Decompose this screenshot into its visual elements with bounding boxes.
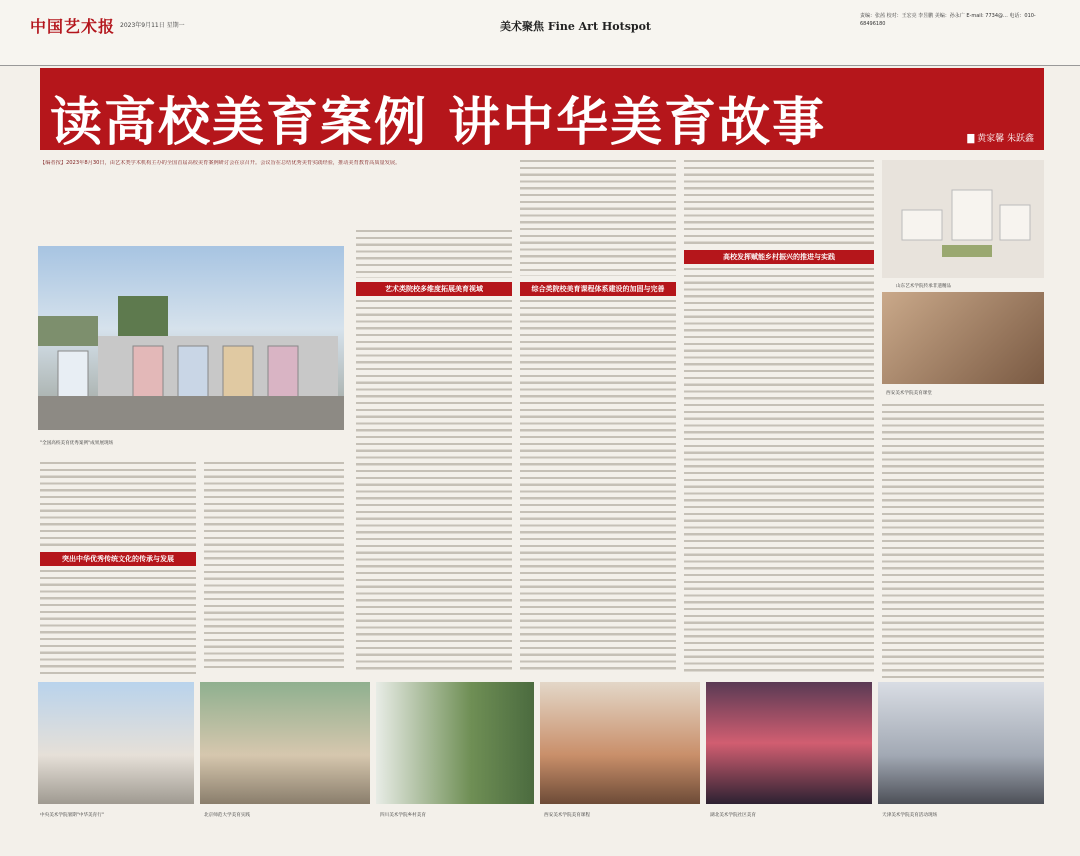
- caption-b1: 中央美术学院暑期"中华美育行": [40, 813, 104, 818]
- newspaper-logo: 中国艺术报: [30, 17, 116, 36]
- bottom-photo-3: [376, 682, 534, 804]
- col5-body: [684, 268, 874, 672]
- classroom-photo: [882, 292, 1044, 384]
- exhibition-illustration: [38, 246, 344, 430]
- heritage-photo: [882, 160, 1044, 278]
- caption-heritage: 山东艺术学院传承非遗精品: [896, 284, 952, 289]
- col2-top: [204, 462, 344, 672]
- bottom-photo-4: [540, 682, 700, 804]
- caption-exhibition: "全国高校美育优秀案例"成果展现场: [40, 441, 114, 446]
- editor-info: 责编：张茜 校对：王宏亮 李昱鹏 美编：孙永广 E-mail: 7734@... 电话：010-68496180: [860, 13, 1036, 27]
- caption-b3: 四川美术学院乡村美育: [380, 813, 426, 818]
- caption-b4: 西安美术学院美育课程: [544, 813, 590, 818]
- col4-top: [520, 160, 676, 276]
- col5-top: [684, 160, 874, 244]
- subhead-2: 艺术类院校多维度拓展美育视域: [356, 282, 512, 296]
- display-boxes: [882, 160, 1044, 278]
- exhibition-photo: [38, 246, 344, 430]
- subhead-3: 综合类院校美育课程体系建设的加固与完善: [520, 282, 676, 296]
- bottom-photo-1: [38, 682, 194, 804]
- col4-body: [520, 300, 676, 672]
- caption-b6: 天津美术学院美育活动现场: [882, 813, 938, 818]
- caption-b5: 湖北美术学院社区美育: [710, 813, 756, 818]
- editor-note: 【编者按】2023年8月30日，由艺术类学术机构主办的全国首届高校美育案例研讨会在京召开。会议旨在总结优秀美育实践经验，推动美育教育高质量发展。: [40, 160, 401, 166]
- subhead-1: 突出中华优秀传统文化的传承与发展: [40, 552, 196, 566]
- headline-banner: [40, 68, 1044, 153]
- bottom-photo-2: [200, 682, 370, 804]
- col1-bottom: [40, 570, 196, 674]
- section-title: 美术聚焦 Fine Art Hotspot: [500, 20, 651, 33]
- col6-body: [882, 404, 1044, 694]
- masthead: [0, 0, 1080, 66]
- caption-classroom: 西安美术学院美育课堂: [886, 391, 932, 396]
- byline: ▇ 黄家馨 朱跃鑫: [967, 134, 1034, 144]
- col1-top: [40, 462, 196, 550]
- subhead-4: 高校发挥赋能乡村振兴的推进与实践: [684, 250, 874, 264]
- bottom-photo-6: [878, 682, 1044, 804]
- col3-body: [356, 300, 512, 672]
- page-headline: 读高校美育案例 讲中华美育故事: [50, 93, 827, 153]
- dateline: 2023年9月11日 星期一: [120, 22, 185, 29]
- bottom-photo-5: [706, 682, 872, 804]
- caption-b2: 北京师范大学美育实践: [204, 813, 250, 818]
- col3-top: [356, 230, 512, 278]
